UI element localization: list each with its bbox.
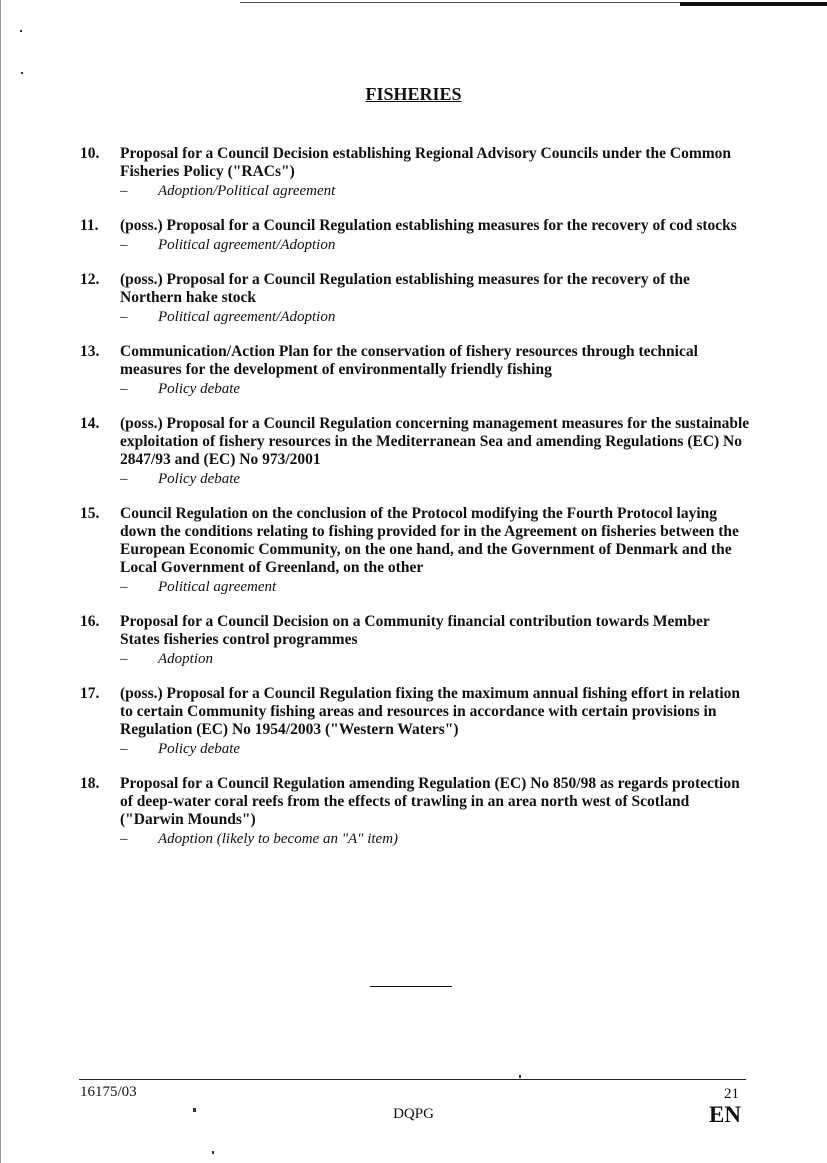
item-number: 16. — [80, 613, 100, 630]
agenda-item — [80, 271, 750, 327]
page-number: 21 — [724, 1086, 739, 1102]
item-status: Political agreement/Adoption — [158, 309, 336, 325]
item-title: Proposal for a Council Decision establishing Regional Advisory Councils under the Common Fisheries Policy ("RACs") — [120, 145, 732, 180]
item-title: (poss.) Proposal for a Council Regulation establishing measures for the recovery of the Northern hake stock — [120, 271, 690, 306]
dash-bullet: – — [120, 183, 128, 199]
item-number: 10. — [80, 145, 100, 162]
item-number: 18. — [80, 775, 100, 792]
item-status: Policy debate — [158, 381, 241, 397]
item-title: (poss.) Proposal for a Council Regulation fixing the maximum annual fishing effort in relation to certain Community fishing areas and resources in accordance with certain provisions in Regulation (EC) No 1954/2003 ("Western Waters") — [120, 685, 741, 738]
item-status: Political agreement/Adoption — [158, 237, 336, 253]
scan-left-edge — [0, 0, 1, 1163]
scan-speck — [20, 30, 22, 32]
agenda-item — [80, 505, 750, 597]
dash-bullet: – — [120, 381, 128, 397]
item-number: 12. — [80, 271, 100, 288]
dash-bullet: – — [120, 309, 128, 325]
scan-speck — [21, 72, 23, 74]
agenda-item — [80, 415, 750, 489]
item-title: (poss.) Proposal for a Council Regulation establishing measures for the recovery of cod stocks — [120, 217, 737, 234]
item-number: 17. — [80, 685, 100, 702]
item-title: (poss.) Proposal for a Council Regulation concerning management measures for the sustainable exploitation of fishery resources in the Mediterranean Sea and amending Regulations (EC) No 2847/93 and (EC) No 973/2001 — [120, 415, 750, 468]
item-title: Proposal for a Council Decision on a Community financial contribution towards Member States fisheries control programmes — [120, 613, 710, 648]
document-reference: 16175/03 — [80, 1084, 137, 1100]
item-status: Adoption (likely to become an "A" item) — [158, 831, 399, 847]
item-status: Political agreement — [158, 579, 277, 595]
item-title: Council Regulation on the conclusion of the Protocol modifying the Fourth Protocol laying down the conditions relating to fishing provided for in the Agreement on fisheries between the European Economic Community, on the one hand, and the Government of Denmark and the Local Government of Greenland, on the other — [120, 505, 739, 576]
item-status: Policy debate — [158, 741, 241, 757]
agenda-item — [80, 343, 750, 399]
agenda-item — [80, 775, 750, 849]
agenda-item-list — [80, 145, 750, 865]
item-status: Adoption/Political agreement — [158, 183, 336, 199]
agenda-item — [80, 145, 750, 201]
end-of-section-rule — [370, 986, 452, 987]
item-title: Communication/Action Plan for the conservation of fishery resources through technical measures for the development of environmentally friendly fishing — [120, 343, 698, 378]
agenda-item — [80, 217, 750, 255]
item-number: 15. — [80, 505, 100, 522]
dash-bullet: – — [120, 651, 128, 667]
scan-speck — [519, 1075, 521, 1078]
page-title: FISHERIES — [365, 84, 462, 104]
dash-bullet: – — [120, 741, 128, 757]
agenda-item — [80, 685, 750, 759]
item-title: Proposal for a Council Regulation amending Regulation (EC) No 850/98 as regards protection of deep-water coral reefs from the effects of trawling in an area north west of Scotland ("Darwin Mounds") — [120, 775, 740, 828]
dash-bullet: – — [120, 237, 128, 253]
item-status: Adoption — [158, 651, 213, 667]
item-number: 11. — [80, 217, 99, 234]
language-code: EN — [709, 1102, 741, 1127]
item-number: 14. — [80, 415, 100, 432]
scan-speck — [193, 1108, 196, 1112]
footer-rule — [79, 1079, 746, 1080]
department-code: DQPG — [393, 1106, 434, 1122]
item-status: Policy debate — [158, 471, 241, 487]
scan-speck — [212, 1151, 214, 1154]
item-number: 13. — [80, 343, 100, 360]
top-rule-thick — [680, 2, 827, 6]
agenda-item — [80, 613, 750, 669]
dash-bullet: – — [120, 831, 128, 847]
dash-bullet: – — [120, 471, 128, 487]
dash-bullet: – — [120, 579, 128, 595]
